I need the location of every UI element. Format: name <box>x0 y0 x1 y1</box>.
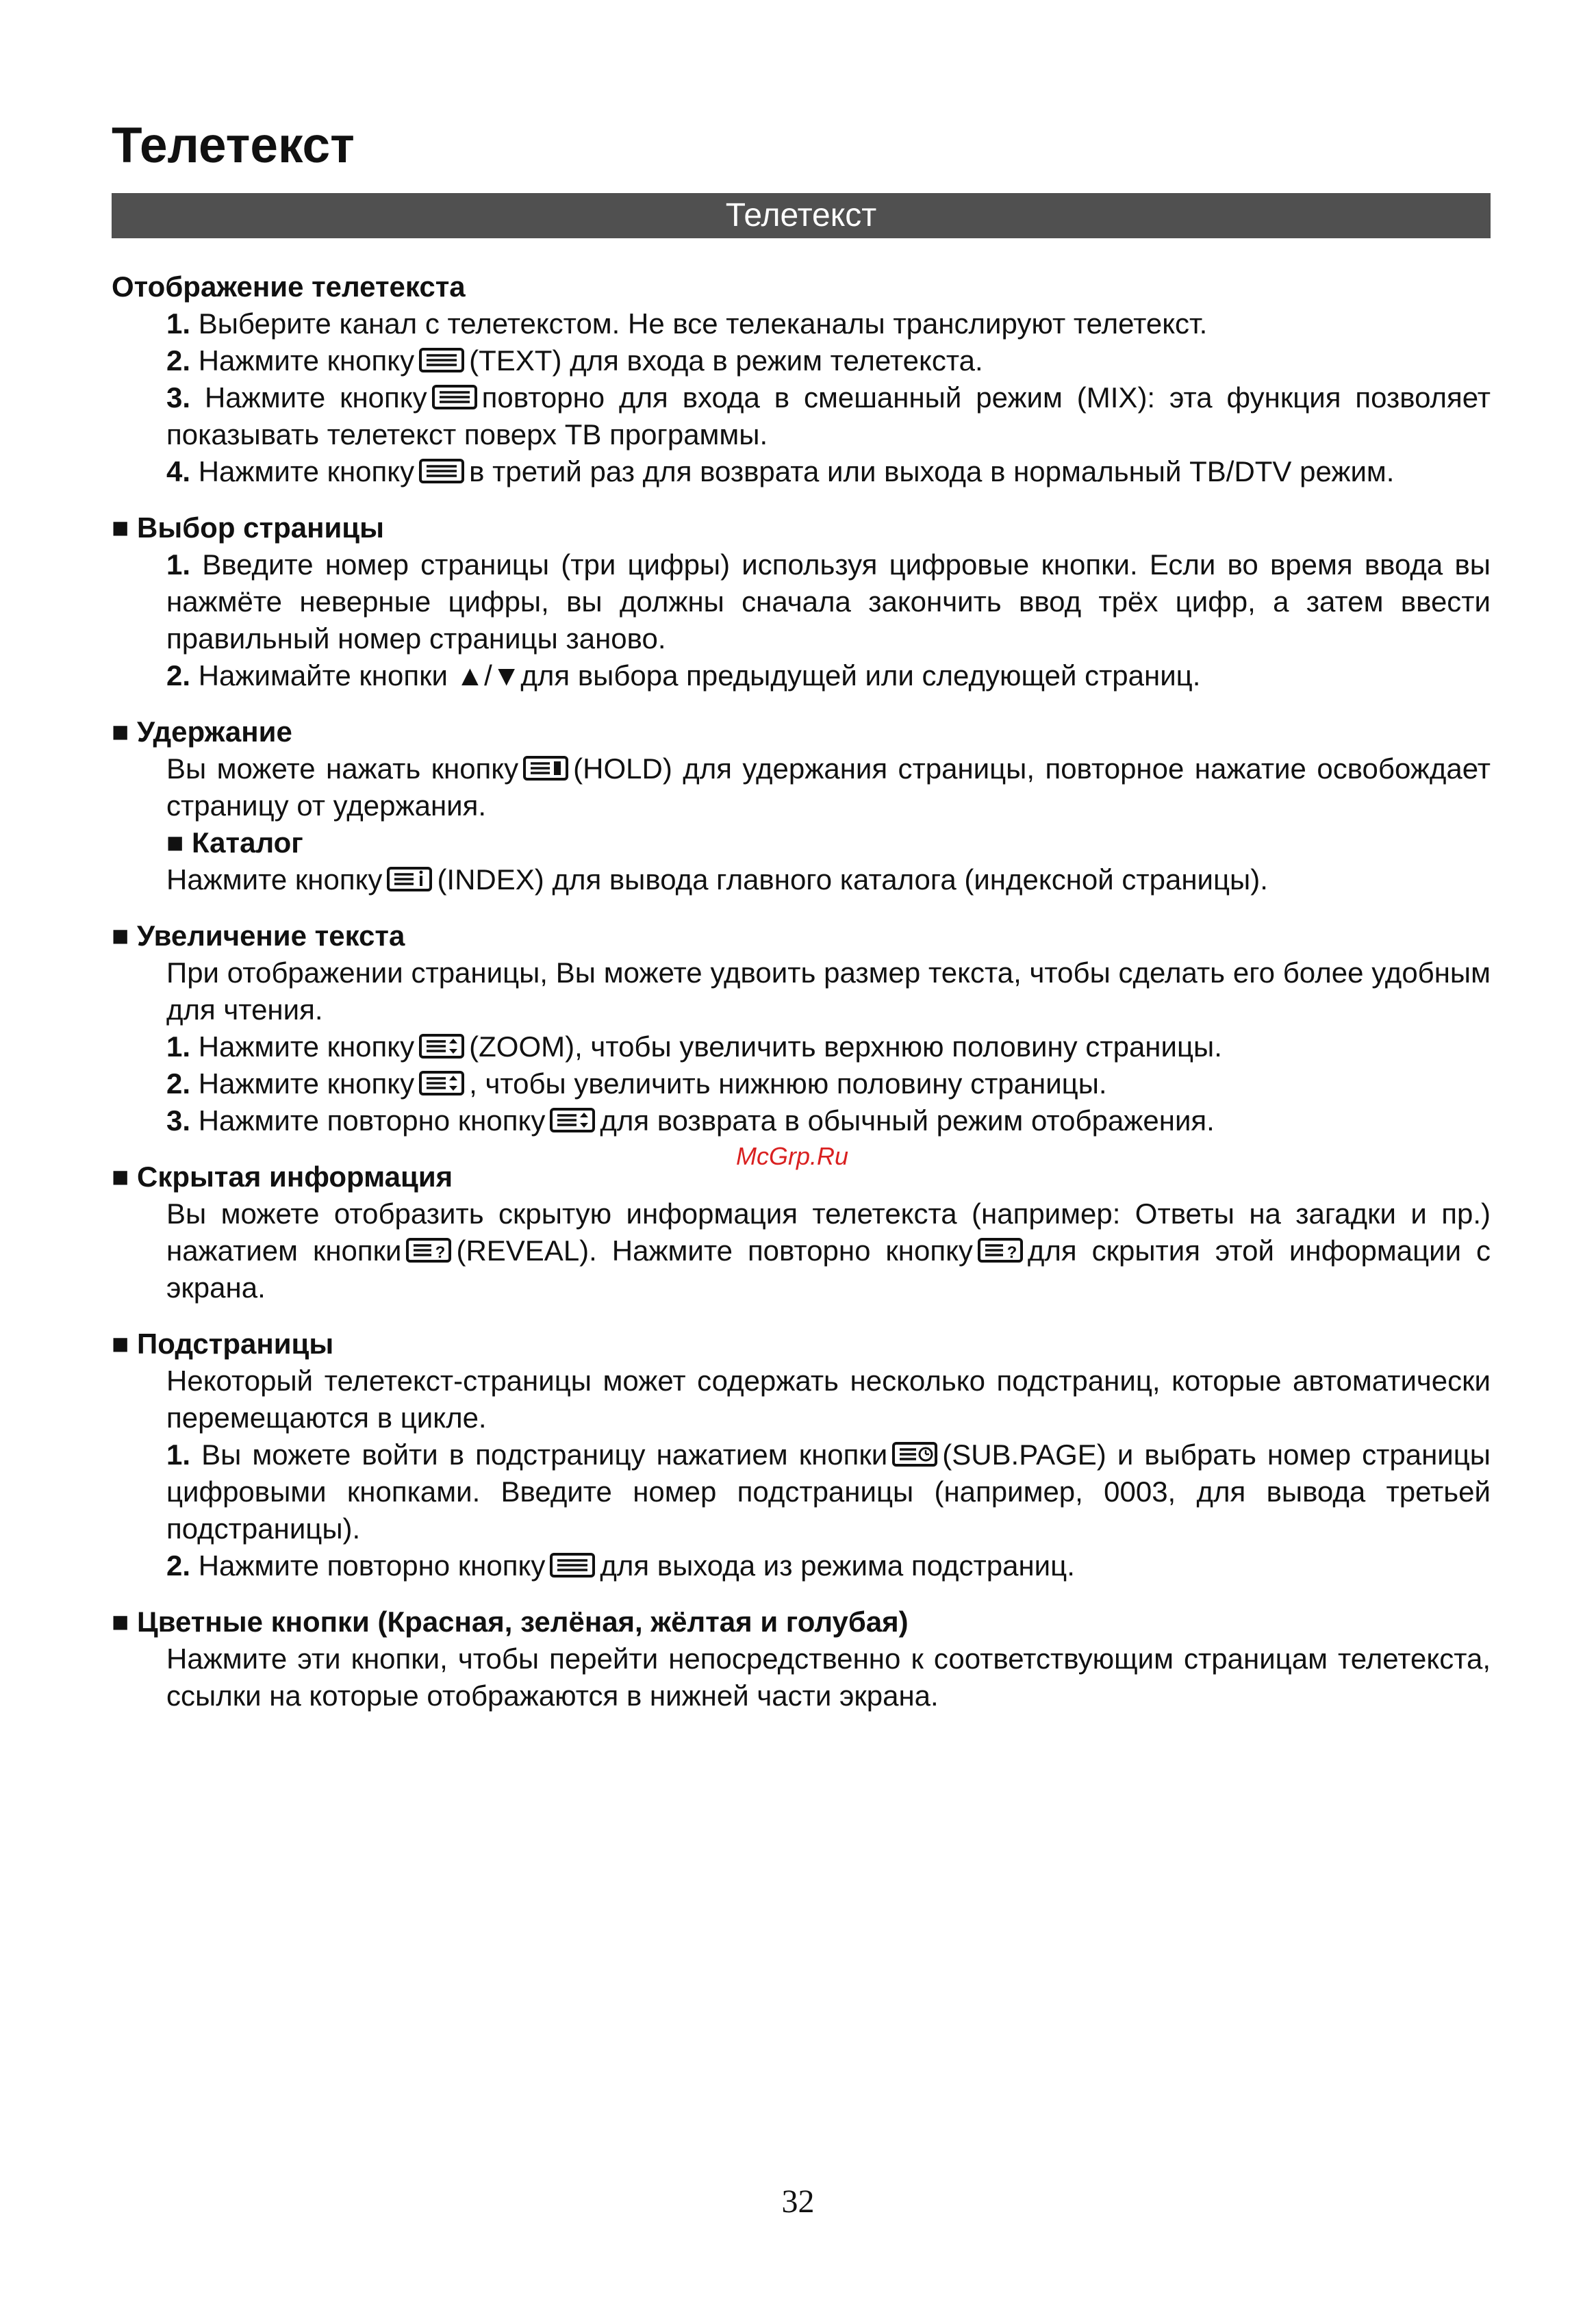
list-item: 3. Нажмите кнопку повторно для входа в смешанный режим (MIX): эта функция позволяет показывать телетекст поверх ТВ программы. <box>166 381 1491 451</box>
svg-text:?: ? <box>435 1243 446 1262</box>
teletext-text-icon <box>431 384 478 410</box>
paragraph: Некоторый телетекст-страницы может содержать несколько подстраниц, которые автоматически перемещаются в цикле. <box>166 1365 1491 1434</box>
section-banner: Телетекст <box>112 193 1491 238</box>
teletext-zoom-icon <box>549 1107 596 1133</box>
teletext-text-icon <box>549 1552 596 1578</box>
section-color-buttons <box>112 1604 1491 1714</box>
list-item: 2. Нажмите кнопку , чтобы увеличить нижнюю половину страницы. <box>166 1067 1107 1100</box>
list-item: 3. Нажмите повторно кнопку для возврата в обычный режим отображения. <box>166 1104 1215 1137</box>
teletext-hold-icon <box>522 755 569 781</box>
section-hold <box>112 713 1491 898</box>
teletext-subpage-icon <box>891 1441 938 1467</box>
list-item: 4. Нажмите кнопку в третий раз для возврата или выхода в нормальный ТВ/DTV режим. <box>166 455 1395 487</box>
teletext-text-icon <box>418 458 465 484</box>
section-zoom <box>112 917 1491 1139</box>
section-subpages <box>112 1326 1491 1584</box>
list-item: 2. Нажмите повторно кнопку для выхода из режима подстраниц. <box>166 1549 1075 1582</box>
section-reveal <box>112 1158 1491 1306</box>
section-heading: ■ Цветные кнопки (Красная, зелёная, жёлтая и голубая) <box>112 1606 909 1638</box>
teletext-text-icon <box>418 347 465 373</box>
list-item: 1. Введите номер страницы (три цифры) используя цифровые кнопки. Если во время ввода вы нажмёте неверные цифры, вы должны сначала закончить ввод трёх цифр, а затем ввести правильный номер страницы заново. <box>166 548 1491 655</box>
list-item: 2. Нажмите кнопку (TEXT) для входа в режим телетекста. <box>166 344 983 377</box>
manual-content <box>112 268 1491 1734</box>
page-number: 32 <box>781 2183 815 2220</box>
watermark: McGrp.Ru <box>736 1142 849 1170</box>
teletext-zoom-icon <box>418 1033 465 1059</box>
paragraph: Вы можете отобразить скрытую информация телетекста (например: Ответы на загадки и пр.) нажатием кнопки ? (REVEAL). Нажмите повторно кнопку ? для скрытия этой информации с экрана. <box>166 1198 1491 1304</box>
paragraph: Вы можете нажать кнопку (HOLD) для удержания страницы, повторное нажатие освобождает страницу от удержания. <box>166 752 1491 822</box>
section-heading: Отображение телетекста <box>112 270 466 303</box>
paragraph: При отображении страницы, Вы можете удвоить размер текста, чтобы сделать его более удобным для чтения. <box>166 956 1491 1026</box>
teletext-index-icon <box>386 866 433 892</box>
subsection-heading: ■ Каталог <box>166 826 303 859</box>
paragraph: Нажмите кнопку (INDEX) для вывода главного каталога (индексной страницы). <box>166 863 1268 896</box>
section-teletext-display <box>112 268 1491 490</box>
section-heading: ■ Удержание <box>112 715 292 748</box>
list-item: 2. Нажимайте кнопки ▲/▼для выбора предыдущей или следующей страниц. <box>166 659 1201 692</box>
teletext-zoom-icon <box>418 1070 465 1096</box>
list-item: 1. Вы можете войти в подстраницу нажатием кнопки (SUB.PAGE) и выбрать номер страницы цифровыми кнопками. Введите номер подстраницы (например, 0003, для вывода третьей подстраницы). <box>166 1439 1491 1545</box>
section-heading: ■ Скрытая информация <box>112 1161 453 1193</box>
svg-text:?: ? <box>1006 1243 1017 1262</box>
section-page-select <box>112 509 1491 694</box>
section-heading: ■ Подстраницы <box>112 1328 334 1360</box>
teletext-reveal-icon <box>405 1237 452 1263</box>
paragraph: Нажмите эти кнопки, чтобы перейти непосредственно к соответствующим страницам телетекста, ссылки на которые отображаются в нижней части экрана. <box>166 1643 1491 1712</box>
section-heading: ■ Увеличение текста <box>112 920 405 952</box>
list-item: 1. Выберите канал с телетекстом. Не все телеканалы транслируют телетекст. <box>166 307 1208 340</box>
section-heading: ■ Выбор страницы <box>112 511 384 544</box>
page-title: Телетекст <box>112 118 355 173</box>
list-item: 1. Нажмите кнопку (ZOOM), чтобы увеличить верхнюю половину страницы. <box>166 1030 1222 1063</box>
teletext-reveal-icon <box>977 1237 1024 1263</box>
